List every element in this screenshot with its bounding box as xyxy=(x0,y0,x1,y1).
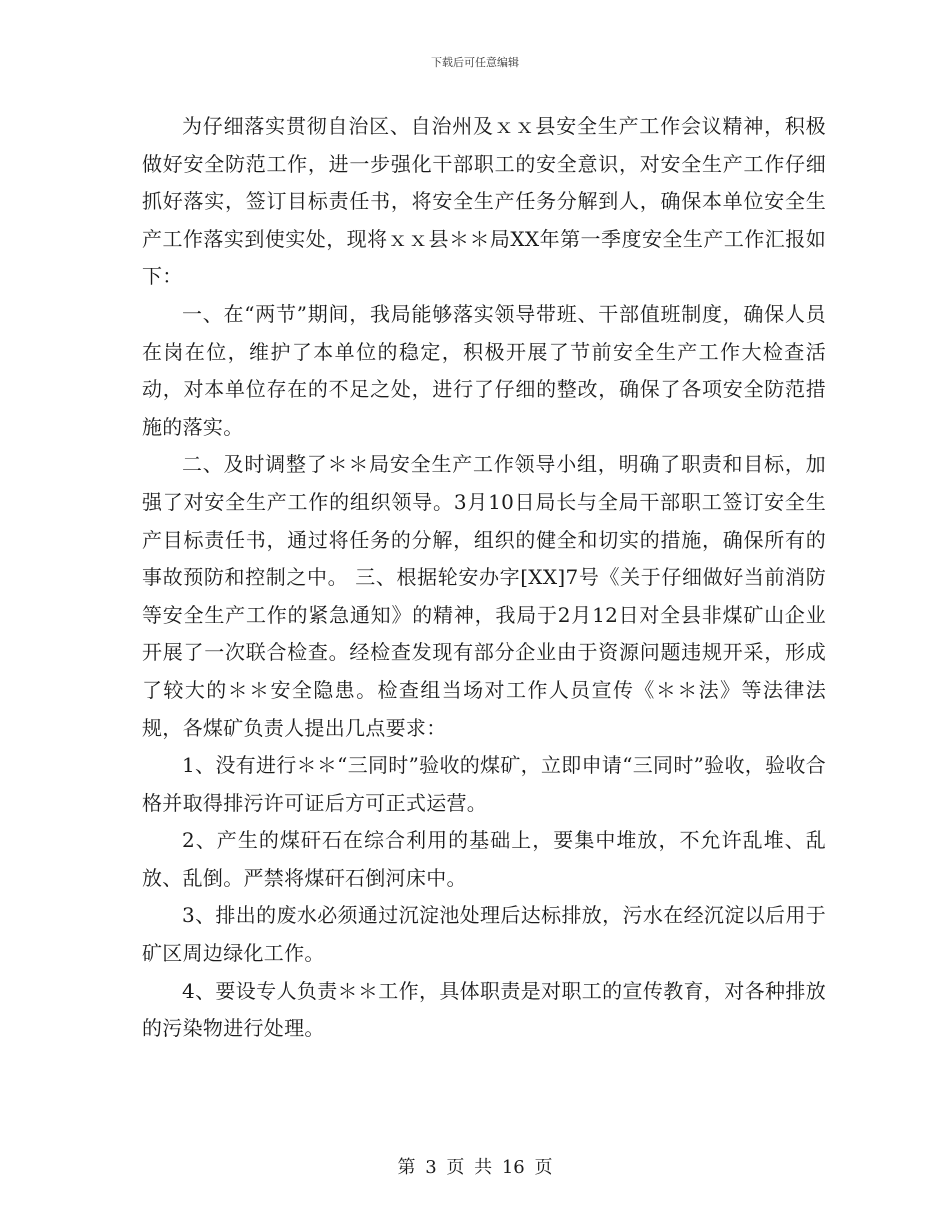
paragraph-requirement-2: 2、产生的煤矸石在综合利用的基础上，要集中堆放，不允许乱堆、乱放、乱倒。严禁将煤矸石倒河床中。 xyxy=(142,828,826,890)
paragraph-section-1: 一、在“两节”期间，我局能够落实领导带班、干部值班制度，确保人员在岗在位，维护了本单位的稳定，积极开展了节前安全生产工作大检查活动，对本单位存在的不足之处，进行了仔细的整改，确保了各项安全防范措施的落实。 xyxy=(142,301,826,439)
paragraph-requirement-3: 3、排出的废水必须通过沉淀池处理后达标排放，污水在经沉淀以后用于矿区周边绿化工作。 xyxy=(142,903,826,966)
paragraph-requirement-4: 4、要设专人负责＊＊工作，具体职责是对职工的宣传教育，对各种排放的污染物进行处理。 xyxy=(142,978,826,1041)
page-header: 下载后可任意编辑 xyxy=(431,56,519,69)
document-body xyxy=(142,108,826,1048)
paragraph-section-2-3: 二、及时调整了＊＊局安全生产工作领导小组，明确了职责和目标，加强了对安全生产工作的组织领导。3月10日局长与全局干部职工签订安全生产目标责任书，通过将任务的分解，组织的健全和切实的措施，确保所有的事故预防和控制之中。 三、根据轮安办字[XX]7号《关于仔细做好当前消防等安全生产工作的紧急通知》的精神，我局于2月12日对全县非煤矿山企业开展了一次联合检查。经检查发现有部分企业由于资源问题违规开采，形成了较大的＊＊安全隐患。检查组当场对工作人员宣传《＊＊法》等法律法规，各煤矿负责人提出几点要求： xyxy=(142,452,826,740)
page-number: 第 3 页 共 16 页 xyxy=(397,1157,553,1178)
paragraph-requirement-1: 1、没有进行＊＊“三同时”验收的煤矿，立即申请“三同时”验收，验收合格并取得排污许可证后方可正式运营。 xyxy=(142,753,826,815)
paragraph-intro: 为仔细落实贯彻自治区、自治州及ｘｘ县安全生产工作会议精神，积极做好安全防范工作，进一步强化干部职工的安全意识，对安全生产工作仔细抓好落实，签订目标责任书，将安全生产任务分解到人，确保本单位安全生产工作落实到使实处，现将ｘｘ县＊＊局XX年第一季度安全生产工作汇报如下： xyxy=(142,114,826,289)
